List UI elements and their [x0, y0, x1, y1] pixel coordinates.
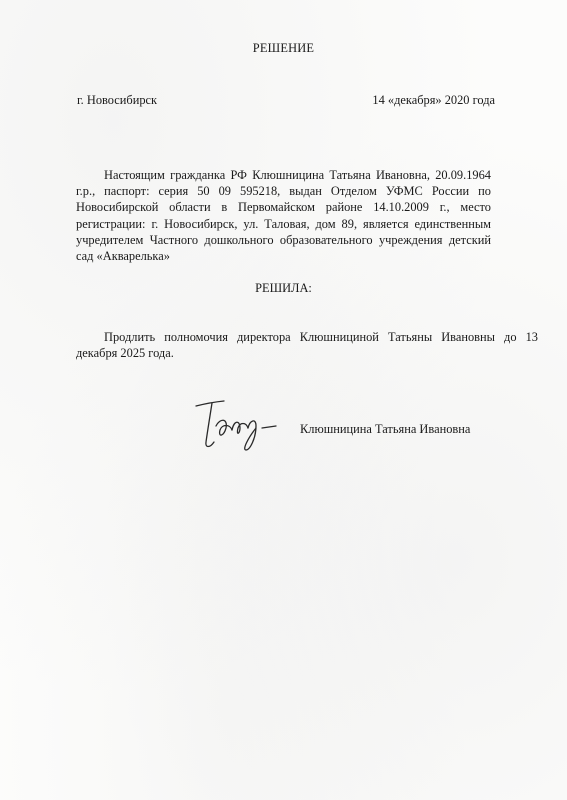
decided-heading: РЕШИЛА: [255, 281, 312, 295]
signer-name: Клюшницина Татьяна Ивановна [300, 422, 471, 436]
document-city: г. Новосибирск [77, 93, 158, 107]
document-title: РЕШЕНИЕ [252, 41, 315, 55]
intro-paragraph: Настоящим гражданка РФ Клюшницина Татьяна Ивановна, 20.09.1964 г.р., паспорт: серия 50 09 595218, выдан Отделом УФМС России по Новосибирской области в Первомайском районе 14.10.2009 г., место регистрации: г. Новосибирск, ул. Таловая, дом 89, является единственным учредителем Частного дошкольного образовательного учреждения детский сад «Акварелька» [76, 168, 491, 264]
resolution-paragraph: Продлить полномочия директора Клюшнициной Татьяны Ивановны до 13 декабря 2025 года. [76, 330, 538, 361]
signature-icon [190, 398, 290, 454]
document-date: 14 «декабря» 2020 года [372, 93, 495, 107]
